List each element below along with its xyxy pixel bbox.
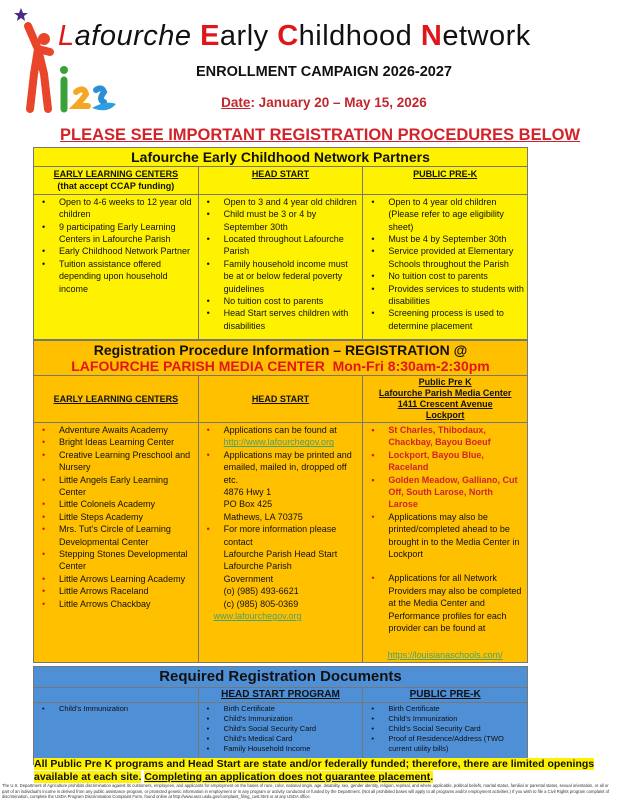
list-item: • Provides services to students with disabilities <box>366 283 524 308</box>
list-item: • Little Steps Academy <box>37 511 195 523</box>
headstart-url-link[interactable]: http://www.lafourchegov.org <box>223 437 335 448</box>
col-header <box>34 167 199 195</box>
list-item: • Stepping Stones Developmental Center <box>37 548 195 573</box>
item-text: For more information please contact <box>223 524 337 547</box>
note-text: All Public Pre K programs and Head Start are state and/or federally funded; therefore, there are limited openings available at each site. <box>34 758 595 783</box>
note-end: . <box>430 770 434 783</box>
title-part: afourche <box>74 20 201 52</box>
contact-line: Lafourche Parish <box>223 561 292 572</box>
col-header-label: HEAD START <box>251 393 310 404</box>
registration-table <box>33 340 528 663</box>
list-item: • Early Childhood Network Partner <box>37 245 195 257</box>
list-item: • Child must be 3 or 4 by September 30th <box>202 208 360 233</box>
headstart-site-link[interactable]: www.lafourchegov.org <box>213 611 302 622</box>
list-item: • Little Colonels Academy <box>37 498 195 510</box>
partners-caption: Lafourche Early Childhood Network Partners <box>34 148 528 167</box>
list-item: • Birth Certificate <box>366 704 524 714</box>
list-item: • Family household income must be at or below federal poverty guidelines <box>202 258 360 295</box>
list-item: • Child’s Medical Card <box>202 734 360 744</box>
title-cap: C <box>277 20 299 52</box>
campaign-dates <box>0 95 618 110</box>
caption-line: Registration Procedure Information – REGISTRATION @ <box>93 342 468 358</box>
col-header-sub: (that accept CCAP funding) <box>57 181 175 192</box>
col-header <box>198 376 363 423</box>
list-item: • Applications for all Network Providers may also be completed at the Media Center and Performance profiles for each provider can be found at <box>366 572 524 634</box>
col-header-label: EARLY LEARNING CENTERS <box>53 169 179 179</box>
list-item: • Applications may also be printed/completed ahead to be brought in to the Media Center in Lockport <box>366 511 524 561</box>
col-header <box>363 688 528 703</box>
contact-line: (c) (985) 805-0369 <box>223 598 299 609</box>
col-header <box>198 167 363 195</box>
title-part: etwork <box>442 20 531 52</box>
list-item: • Child’s Immunization <box>202 714 360 724</box>
list-item: • Must be 4 by September 30th <box>366 233 524 245</box>
col-header <box>34 688 199 703</box>
list-item: • Head Start serves children with disabilities <box>202 307 360 332</box>
col-header <box>363 167 528 195</box>
partners-col <box>34 194 199 339</box>
date-label: Date <box>221 95 251 110</box>
area-item: • Lockport, Bayou Blue, Raceland <box>366 449 524 474</box>
list-item: • Service provided at Elementary Schools throughout the Parish <box>366 245 524 270</box>
contact-line: Government <box>223 573 274 584</box>
header-line: Public Pre K <box>418 377 472 387</box>
contact-line: Lafourche Parish Head Start <box>223 549 338 560</box>
col-header-label: PUBLIC PRE-K <box>413 169 478 179</box>
list-item: • Located throughout Lafourche Parish <box>202 233 360 258</box>
col-header-label: PUBLIC PRE-K <box>409 689 481 700</box>
list-item: • Tuition assistance offered depending upon household income <box>37 258 195 295</box>
date-value: : January 20 – May 15, 2026 <box>250 95 427 110</box>
documents-col <box>363 703 528 765</box>
list-item: • Open to 3 and 4 year old children <box>202 196 360 208</box>
registration-caption <box>34 341 528 376</box>
centers-col <box>34 423 199 663</box>
list-item: • Bright Ideas Learning Center <box>37 436 195 448</box>
list-item: • Adventure Awaits Academy <box>37 424 195 436</box>
list-item: • Creative Learning Preschool and Nursery <box>37 449 195 474</box>
title-cap: L <box>58 20 75 52</box>
documents-col <box>34 703 199 765</box>
caption-line: LAFOURCHE PARISH MEDIA CENTER <box>71 358 325 374</box>
title-part: arly <box>219 20 278 52</box>
list-item: • Birth Certificate <box>202 704 360 714</box>
header-line: 1411 Crescent Avenue <box>397 399 493 409</box>
col-header-label: HEAD START PROGRAM <box>221 689 340 700</box>
contact-line: (o) (985) 493-6621 <box>223 586 299 597</box>
usda-statement: The U.S. Department of Agriculture prohibits discrimination against its customers, employees, and applicants for employment on the bases of race, color, national origin, age, disability, sex, gender identity, religion, reprisal, and where applicable, political beliefs, marital status, familial or parental status, sexual orientation, or all or part of an individual's income is derived from any public assistance program, or protected genetic information in employment or in any program or activity conducted or funded by the Department. (Not all prohibited bases will apply to all programs and/or employment activities.) If you wish to file a Civil Rights program complaint of discrimination, complete the USDA Program Discrimination Complaint Form, found online at http://www.ascr.usda.gov/complaint_filing_cust.html or at any USDA office. <box>2 783 610 799</box>
list-item: • Little Arrows Chackbay <box>37 598 195 610</box>
list-item: • Child’s Immunization <box>366 714 524 724</box>
partners-col <box>363 194 528 339</box>
list-item: • 9 participating Early Learning Centers in Lafourche Parish <box>37 221 195 246</box>
list-item: • Mrs. Tut’s Circle of Learning Developmental Center <box>37 523 195 548</box>
item-text: Applications may be printed and emailed, mailed in, dropped off etc. <box>223 449 352 485</box>
campaign-subtitle: ENROLLMENT CAMPAIGN 2026-2027 <box>196 64 452 80</box>
list-item: • Family Household Income <box>202 744 360 754</box>
notice-heading: PLEASE SEE IMPORTANT REGISTRATION PROCEDURES BELOW <box>60 126 581 144</box>
list-item: • Proof of Residence/Address (TWO current utility bills) <box>366 734 524 754</box>
list-item: • No tuition cost to parents <box>202 295 360 307</box>
list-item: • No tuition cost to parents <box>366 270 524 282</box>
col-header <box>363 376 528 423</box>
address-line: 4876 Hwy 1 <box>223 487 272 498</box>
header-line: Lockport <box>425 410 465 420</box>
list-item: • Little Arrows Raceland <box>37 585 195 597</box>
list-item <box>202 523 360 610</box>
partners-col <box>198 194 363 339</box>
louisianaschools-link[interactable]: https://louisianaschools.com/ <box>387 649 503 660</box>
title-cap: E <box>200 20 220 52</box>
note-underlined: Completing an application does not guarantee placement <box>144 770 431 783</box>
col-header <box>198 688 363 703</box>
partners-table <box>33 147 528 340</box>
address-line: Mathews, LA 70375 <box>223 511 303 522</box>
documents-col <box>198 703 363 765</box>
header-line: Lafourche Parish Media Center <box>378 388 512 398</box>
page-title <box>58 20 531 53</box>
list-item: • Open to 4 year old children (Please refer to age eligibility sheet) <box>366 196 524 233</box>
col-header-label: HEAD START <box>251 169 310 179</box>
area-item: • Golden Meadow, Galliano, Cut Off, South Larose, North Larose <box>366 474 524 511</box>
prek-col <box>363 423 528 663</box>
list-item: • Screening process is used to determine placement <box>366 307 524 332</box>
list-item <box>202 424 360 449</box>
col-header <box>34 376 199 423</box>
col-header-label: EARLY LEARNING CENTERS <box>53 393 179 404</box>
funding-note <box>34 758 604 783</box>
headstart-col <box>198 423 363 663</box>
list-item: • Child’s Immunization <box>37 704 195 714</box>
list-item <box>202 449 360 523</box>
address-line: PO Box 425 <box>223 499 273 510</box>
list-item: • Child’s Social Security Card <box>202 724 360 734</box>
documents-table <box>33 666 528 765</box>
area-item: • St Charles, Thibodaux, Chackbay, Bayou Boeuf <box>366 424 524 449</box>
list-item: • Open to 4-6 weeks to 12 year old children <box>37 196 195 221</box>
list-item: • Little Angels Early Learning Center <box>37 474 195 499</box>
item-text: Applications can be found at <box>223 425 337 435</box>
title-cap: N <box>420 20 443 52</box>
title-part: hildhood <box>298 20 421 52</box>
list-item: • Child’s Social Security Card <box>366 724 524 734</box>
hours: Mon-Fri 8:30am-2:30pm <box>332 358 490 374</box>
list-item: • Little Arrows Learning Academy <box>37 573 195 585</box>
documents-caption: Required Registration Documents <box>34 667 528 688</box>
